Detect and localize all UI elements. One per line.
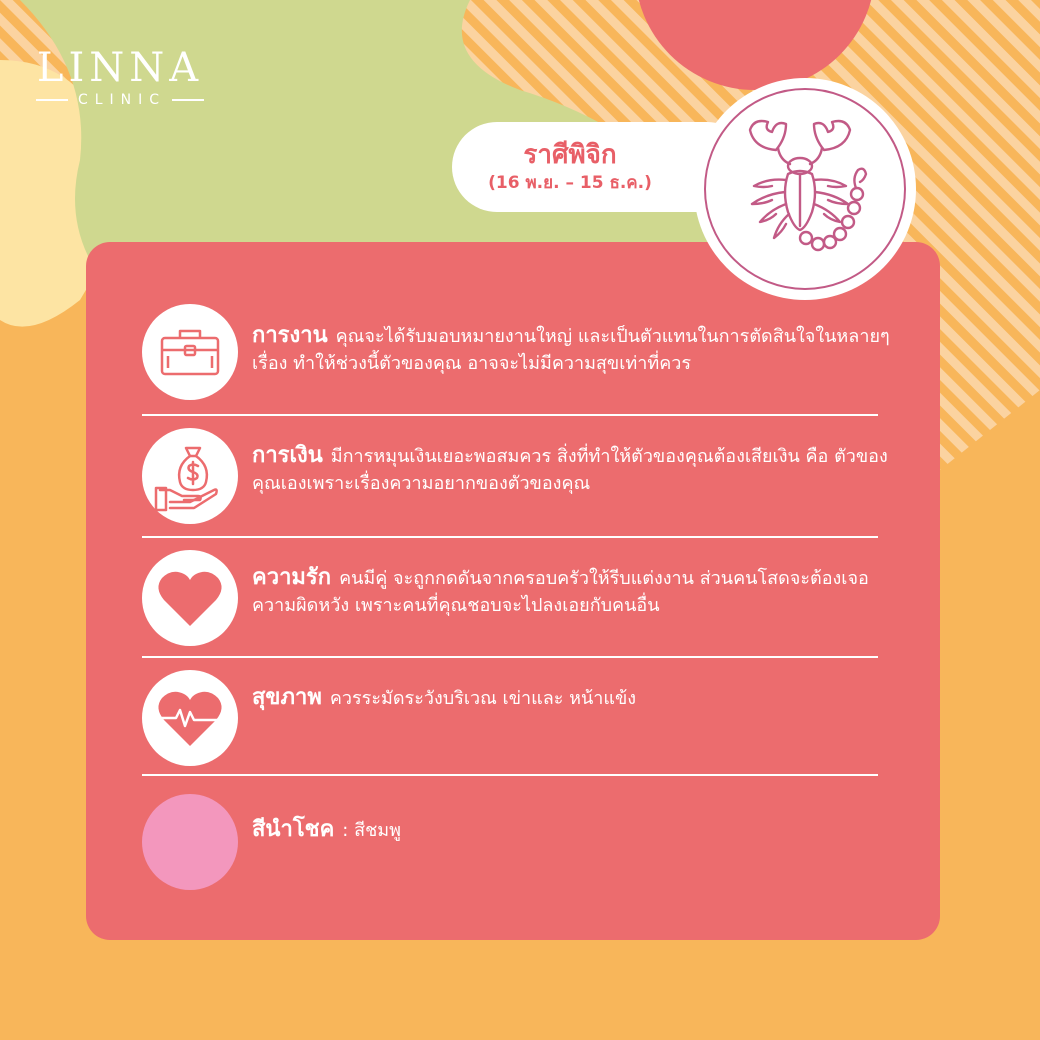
money-bag-hand-icon — [142, 428, 238, 524]
logo-line-left — [36, 99, 68, 101]
divider-2 — [142, 536, 878, 538]
zodiac-badge — [694, 78, 916, 300]
brand-sub-row — [30, 92, 210, 108]
love-label: ความรัก — [252, 565, 332, 590]
divider-4 — [142, 774, 878, 776]
brand-name: LINNA — [36, 45, 204, 91]
money-text — [252, 442, 892, 497]
horoscope-card — [86, 242, 940, 940]
brand-logo — [30, 45, 210, 108]
work-text — [252, 322, 892, 377]
page-title: ราศีพิจิก — [523, 140, 617, 170]
work-description: คุณจะได้รับมอบหมายงานใหญ่ และเป็นตัวแทนในการตัดสินใจในหลายๆ เรื่อง ทำให้ช่วงนี้ตัวของคุณ อาจจะไม่มีความสุขเท่าที่ควร — [252, 326, 890, 374]
lucky-color-value: : สีชมพู — [342, 820, 402, 841]
section-work — [142, 304, 890, 404]
work-label: การงาน — [252, 323, 328, 348]
section-money — [142, 428, 888, 528]
pink-color-dot — [142, 794, 238, 890]
section-love — [142, 550, 878, 650]
divider-1 — [142, 414, 878, 416]
health-description: ควรระมัดระวังบริเวณ เข่าและ หน้าแข้ง — [329, 688, 637, 709]
logo-line-right — [172, 99, 204, 101]
date-range: (16 พ.ย. – 15 ธ.ค.) — [488, 173, 652, 193]
section-health — [142, 670, 878, 770]
divider-3 — [142, 656, 878, 658]
heart-icon — [142, 550, 238, 646]
brand-sub: CLINIC — [77, 92, 167, 108]
section-lucky-color — [142, 794, 878, 890]
briefcase-icon — [142, 304, 238, 400]
love-text — [252, 564, 892, 619]
lucky-color-text — [252, 816, 892, 844]
money-label: การเงิน — [252, 443, 323, 468]
health-text — [252, 684, 892, 712]
love-description: คนมีคู่ จะถูกกดดันจากครอบครัวให้รีบแต่งงาน ส่วนคนโสดจะต้องเจอความผิดหวัง เพราะคนที่คุณชอบจะไปลงเอยกับคนอื่น — [252, 568, 869, 616]
lucky-color-label: สีนำโชค — [252, 817, 335, 842]
heartbeat-icon — [142, 670, 238, 766]
money-description: มีการหมุนเงินเยอะพอสมควร สิ่งที่ทำให้ตัวของคุณต้องเสียเงิน คือ ตัวของคุณเองเพราะเรื่องความอยากของตัวของคุณ — [252, 446, 888, 494]
scorpion-icon — [724, 108, 884, 274]
health-label: สุขภาพ — [252, 685, 322, 710]
